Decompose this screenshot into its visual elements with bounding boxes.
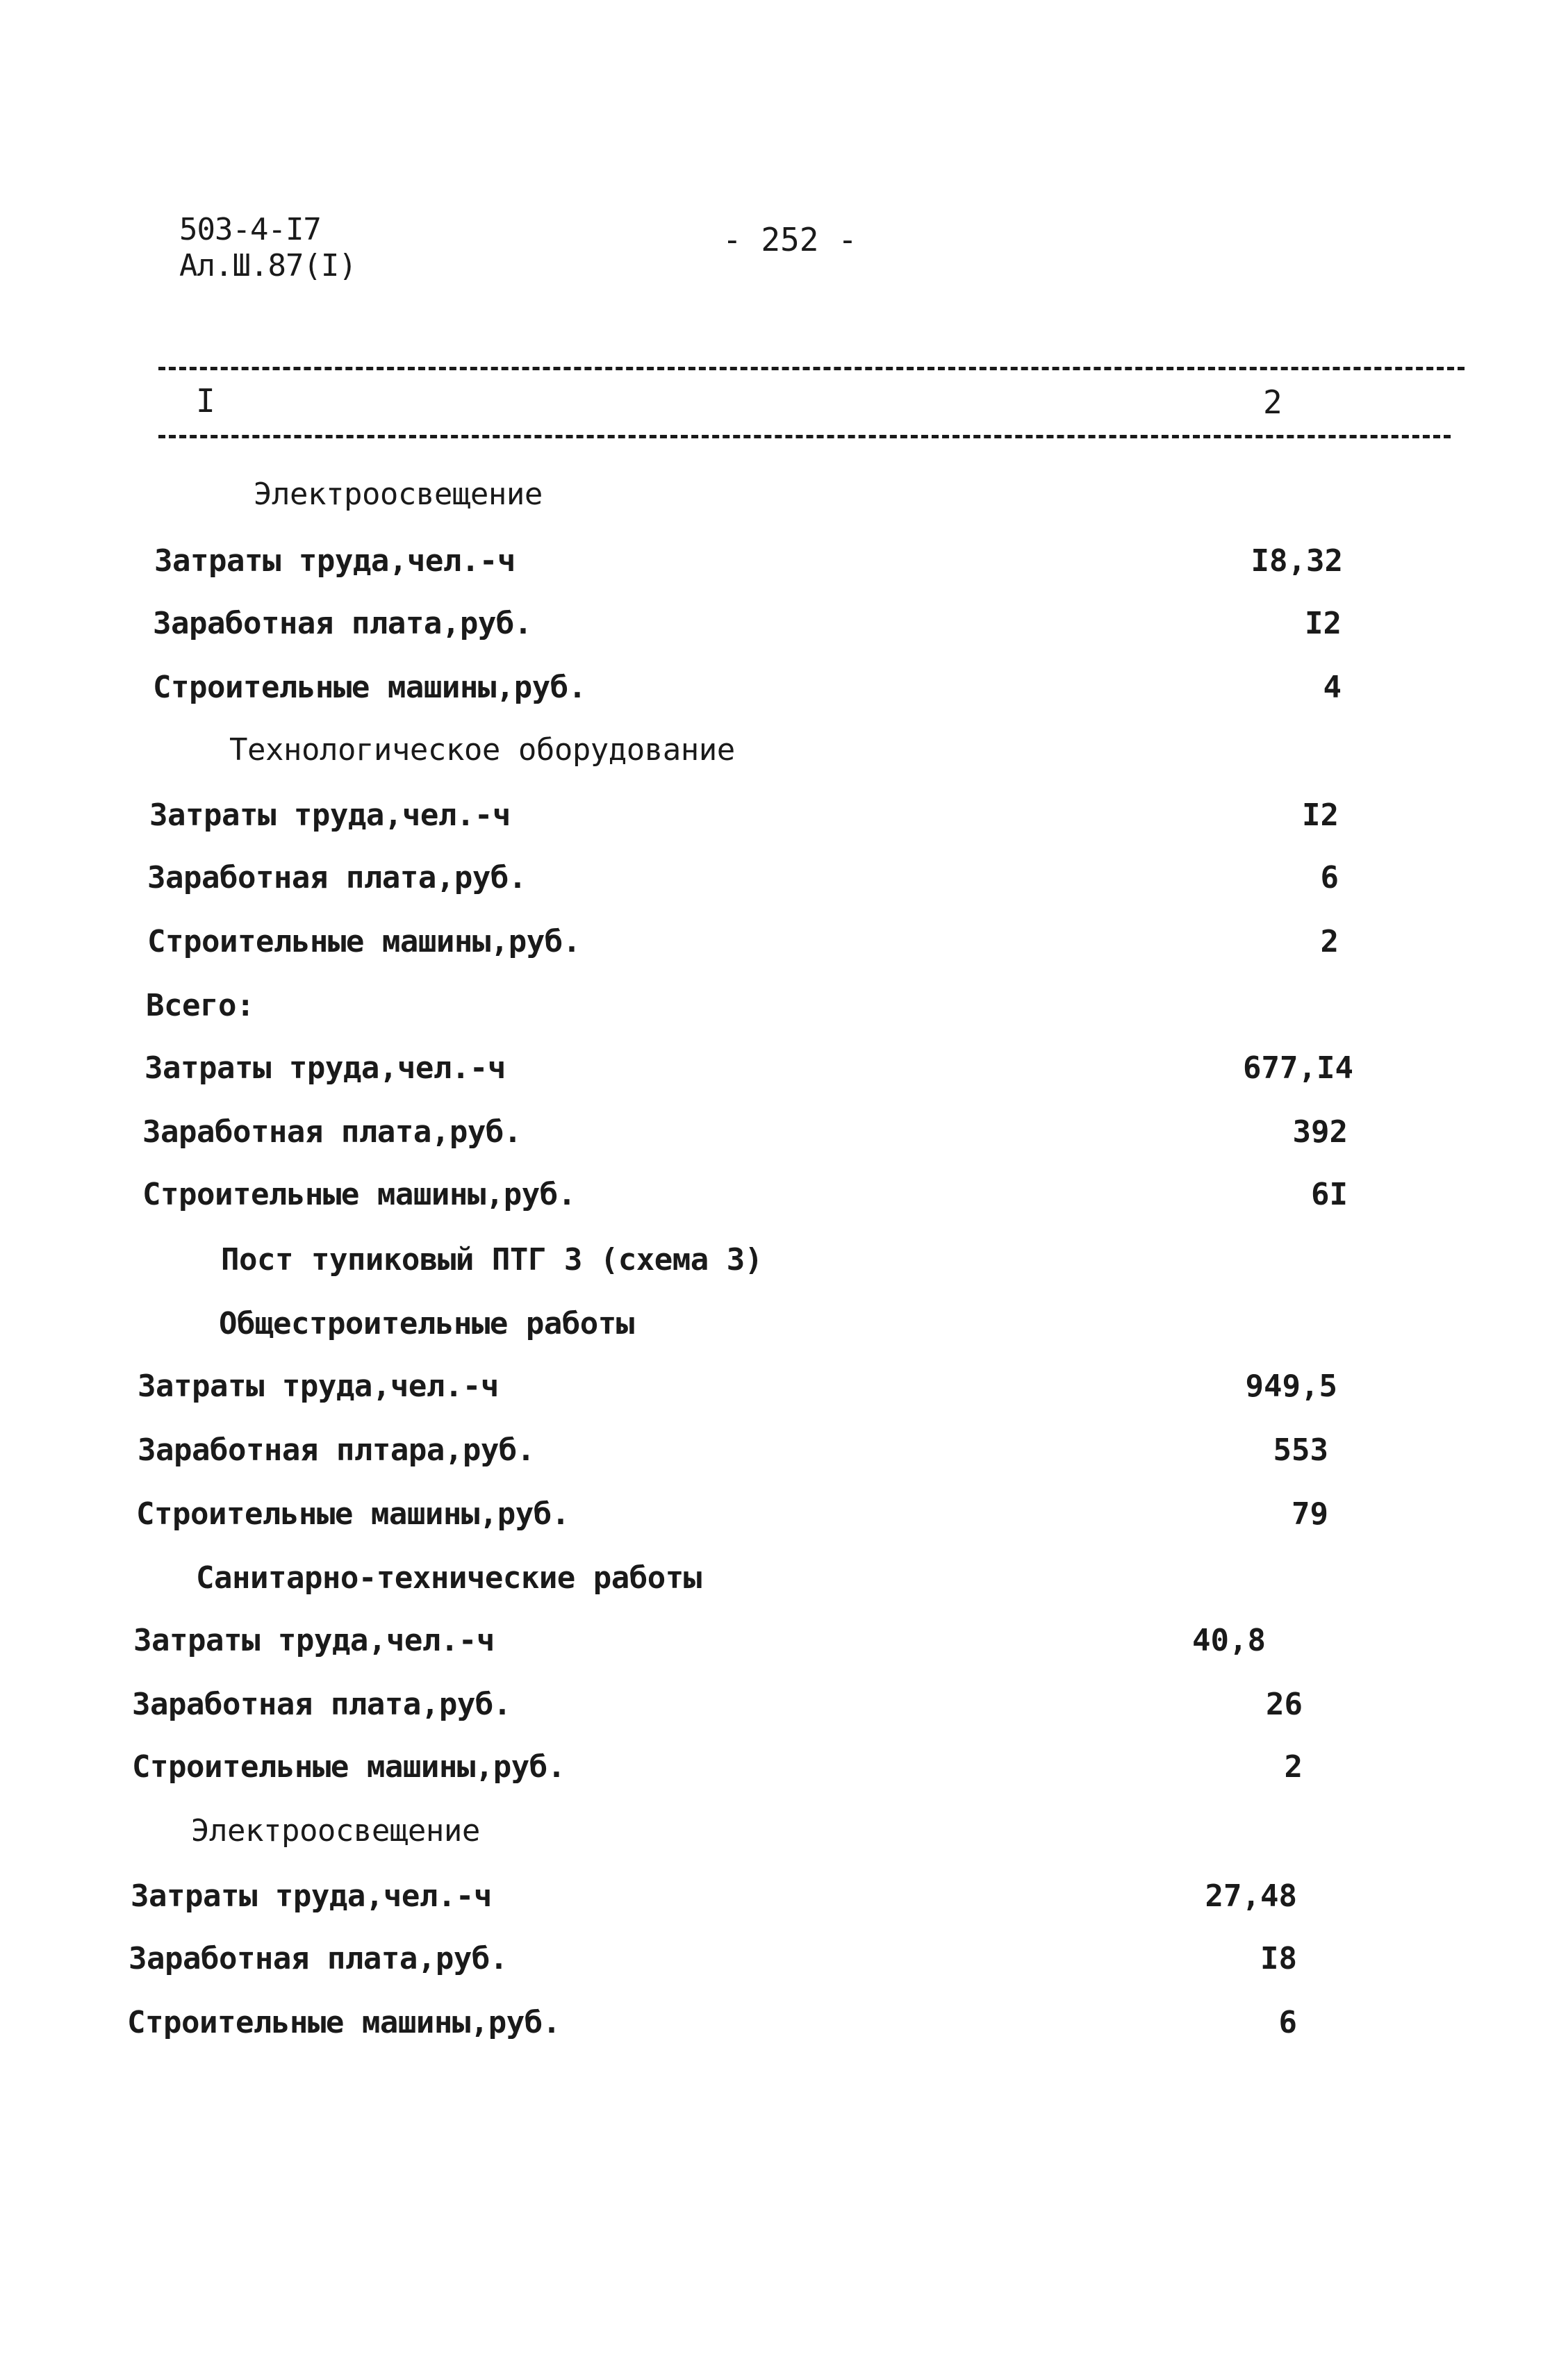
document-code xyxy=(179,212,356,284)
row-label: Строительные машины,руб. xyxy=(142,1177,576,1212)
column-header-2: 2 xyxy=(1263,383,1282,421)
row-value: 553 xyxy=(1273,1432,1328,1468)
row-value: 26 xyxy=(1266,1687,1303,1722)
row-value: 2 xyxy=(1320,924,1339,959)
row-label: Затраты труда,чел.-ч xyxy=(145,1050,506,1086)
row-label: Строительные машины,руб. xyxy=(153,670,586,705)
row-label: Строительные машины,руб. xyxy=(127,2005,561,2040)
row-label: Заработная плата,руб. xyxy=(142,1114,522,1150)
row-label: Затраты труда,чел.-ч xyxy=(133,1623,495,1658)
page-number: - 252 - xyxy=(723,221,857,258)
row-value: 6I xyxy=(1311,1177,1348,1212)
row-value: I8 xyxy=(1260,1941,1297,1976)
row-label: Заработная плата,руб. xyxy=(147,860,527,895)
table-header-rule xyxy=(158,435,1451,438)
row-value: I2 xyxy=(1305,606,1342,641)
row-label: Строительные машины,руб. xyxy=(136,1496,570,1532)
row-label: Заработная плата,руб. xyxy=(132,1687,511,1722)
row-label: Заработная плтара,руб. xyxy=(138,1432,535,1468)
row-label: Заработная плата,руб. xyxy=(129,1941,508,1976)
row-value: I2 xyxy=(1302,798,1339,833)
row-value: 27,48 xyxy=(1205,1878,1297,1914)
document-code-line1: 503-4-I7 xyxy=(179,212,321,247)
document-code-line2: Ал.Ш.87(I) xyxy=(179,248,356,283)
row-label: Затраты труда,чел.-ч xyxy=(138,1369,499,1404)
row-label: Затраты труда,чел.-ч xyxy=(131,1878,492,1914)
row-label: Электроосвещение xyxy=(254,477,543,512)
row-value: 677,I4 xyxy=(1243,1050,1353,1086)
table-top-rule xyxy=(158,367,1465,370)
row-label: Технологическое оборудование xyxy=(229,732,735,768)
row-label: Санитарно-технические работы xyxy=(196,1560,702,1596)
row-label: Общестроительные работы xyxy=(219,1306,634,1341)
row-label: Затраты труда,чел.-ч xyxy=(149,798,511,833)
row-label: Пост тупиковый ПТГ 3 (схема 3) xyxy=(221,1242,763,1278)
row-label: Затраты труда,чел.-ч xyxy=(154,543,515,579)
row-label: Строительные машины,руб. xyxy=(147,924,581,959)
row-value: 949,5 xyxy=(1245,1369,1337,1404)
row-label: Всего: xyxy=(146,988,254,1023)
row-value: 6 xyxy=(1278,2005,1297,2040)
row-value: 79 xyxy=(1292,1496,1328,1532)
row-label: Электроосвещение xyxy=(191,1813,480,1849)
row-value: 40,8 xyxy=(1192,1623,1266,1658)
column-header-1: I xyxy=(196,382,215,420)
row-value: 4 xyxy=(1323,670,1342,705)
row-label: Строительные машины,руб. xyxy=(132,1749,566,1785)
row-value: 2 xyxy=(1284,1749,1303,1785)
row-value: I8,32 xyxy=(1251,543,1343,579)
row-value: 6 xyxy=(1320,860,1339,895)
row-label: Заработная плата,руб. xyxy=(153,606,532,641)
row-value: 392 xyxy=(1292,1114,1348,1150)
